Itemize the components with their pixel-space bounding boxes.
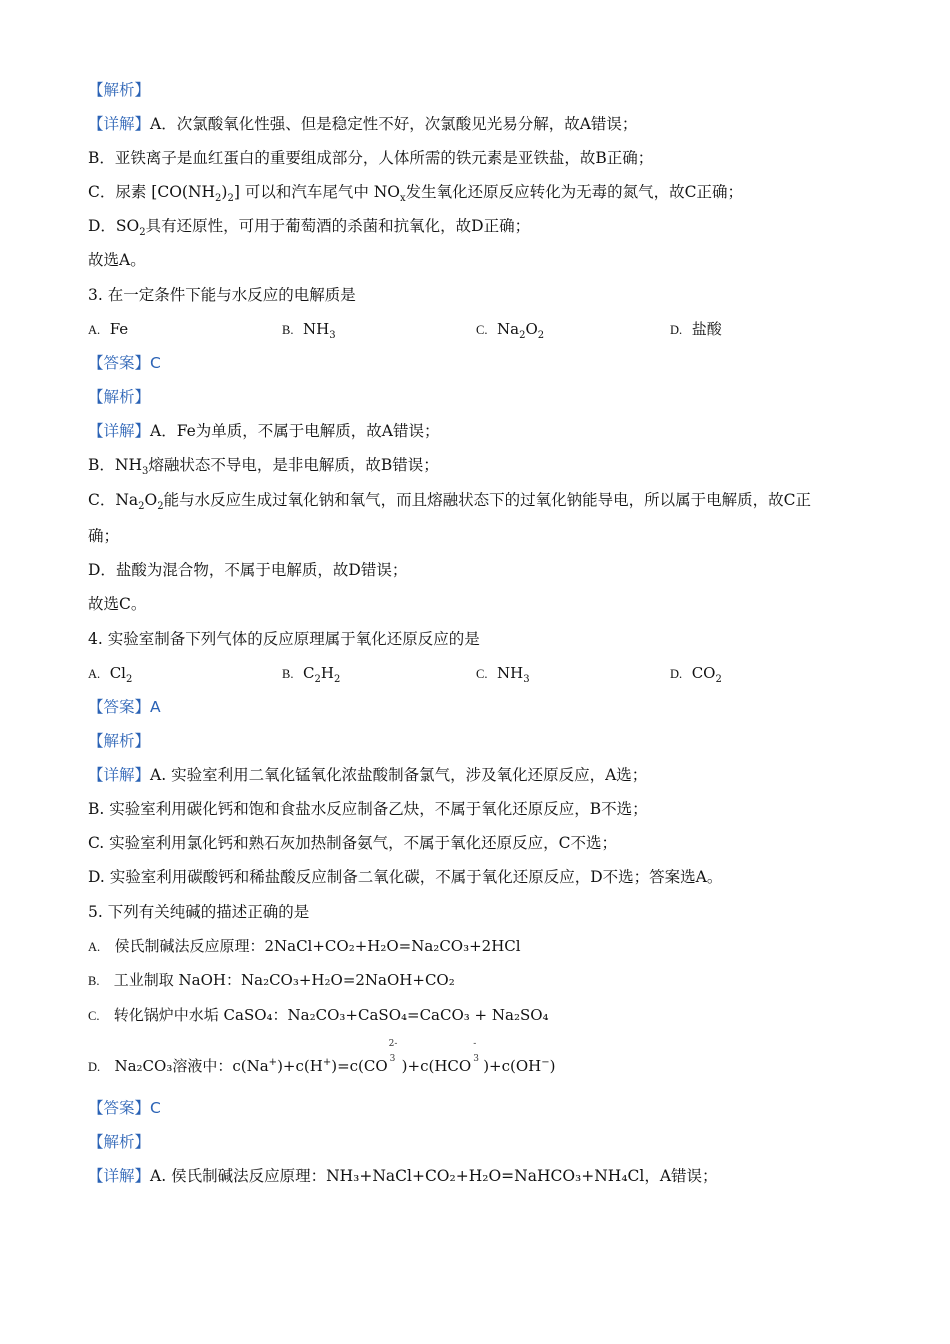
q3-option-a: A. Fe [88,320,129,338]
q5-stem: 5. 下列有关纯碱的描述正确的是 [88,903,310,921]
analysis-tag: 【解析】 [88,81,151,99]
q5-option-b: B. 工业制取 NaOH：Na₂CO₃+H₂O=2NaOH+CO₂ [88,971,455,989]
q3-detail-a: 【详解】A．Fe为单质，不属于电解质，故A错误； [88,422,440,440]
q3-option-b: B. $NH_3$ [282,320,336,341]
q5-analysis-tag: 【解析】 [88,1133,151,1151]
q5-option-c: C. 转化锅炉中水垢 CaSO₄：Na₂CO₃+CaSO₄=CaCO₃ + Na₂SO₄ [88,1006,549,1024]
bicarbonate-subscript: 3 [473,1054,479,1064]
q5-detail-a: 【详解】A. 侯氏制碱法反应原理：NH₃+NaCl+CO₂+H₂O=NaHCO₃+NH₄Cl，A错误； [88,1167,718,1185]
q3-option-d: D. 盐酸 [670,320,722,338]
q4-option-a: A. $Cl_2$ [88,664,133,685]
q4-option-d: D. $CO_2$ [670,664,722,685]
q4-stem: 4. 实验室制备下列气体的反应原理属于氧化还原反应的是 [88,630,480,648]
q3-detail-b: B．$NH_3$熔融状态不导电，是非电解质，故B错误； [88,456,439,478]
q3-answer: 【答案】C [88,354,161,372]
q2-detail-d: D．$SO_2$具有还原性，可用于葡萄酒的杀菌和抗氧化，故D正确； [88,217,531,239]
q5-option-d: D. Na₂CO₃溶液中：c(Na+)+c(H+)=c(CO 2- 3 )+c(HCO - 3 )+c(OH−) [88,1039,556,1075]
q3-conclusion: 故选C。 [88,595,147,613]
q2-detail-c: C．尿素 $[CO(NH_2)_2]$ 可以和汽车尾气中 $NO_x$发生氧化还原反应转化为无毒的氮气，故C正确； [88,183,744,205]
q3-detail-d: D．盐酸为混合物，不属于电解质，故D错误； [88,561,408,579]
q3-detail-c-cont: 确； [88,527,120,545]
carbonate-subscript: 3 [389,1054,396,1064]
q3-option-c: C. $Na_2O_2$ [476,320,545,341]
bicarbonate-charge: - [473,1039,477,1049]
q4-detail-c: C. 实验室利用氯化钙和熟石灰加热制备氨气，不属于氧化还原反应，C不选； [88,834,618,852]
q5-option-a: A. 侯氏制碱法反应原理：2NaCl+CO₂+H₂O=Na₂CO₃+2HCl [88,937,521,955]
q5-answer: 【答案】C [88,1099,161,1117]
q3-stem: 3. 在一定条件下能与水反应的电解质是 [88,286,356,304]
q3-detail-c: C．$Na_2O_2$能与水反应生成过氧化钠和氧气，而且熔融状态下的过氧化钠能导电，所以属于电解质，故C正 [88,491,812,513]
q4-option-c: C. $NH_3$ [476,664,530,685]
q4-analysis-tag: 【解析】 [88,732,151,750]
q4-option-b: B. $C_2H_2$ [282,664,341,685]
carbonate-charge: 2- [388,1039,398,1049]
q4-detail-a: 【详解】A. 实验室利用二氧化锰氧化浓盐酸制备氯气，涉及氧化还原反应，A选； [88,766,648,784]
q4-detail-d: D. 实验室利用碳酸钙和稀盐酸反应制备二氧化碳，不属于氧化还原反应，D不选；答案选A。 [88,868,723,886]
q2-detail-b: B．亚铁离子是血红蛋白的重要组成部分，人体所需的铁元素是亚铁盐，故B正确； [88,149,654,167]
q4-answer: 【答案】A [88,698,161,716]
q2-detail-a: 【详解】A．次氯酸氧化性强、但是稳定性不好，次氯酸见光易分解，故A错误； [88,115,638,133]
q2-conclusion: 故选A。 [88,251,146,269]
q3-analysis-tag: 【解析】 [88,388,151,406]
q4-detail-b: B. 实验室利用碳化钙和饱和食盐水反应制备乙炔，不属于氧化还原反应，B不选； [88,800,648,818]
